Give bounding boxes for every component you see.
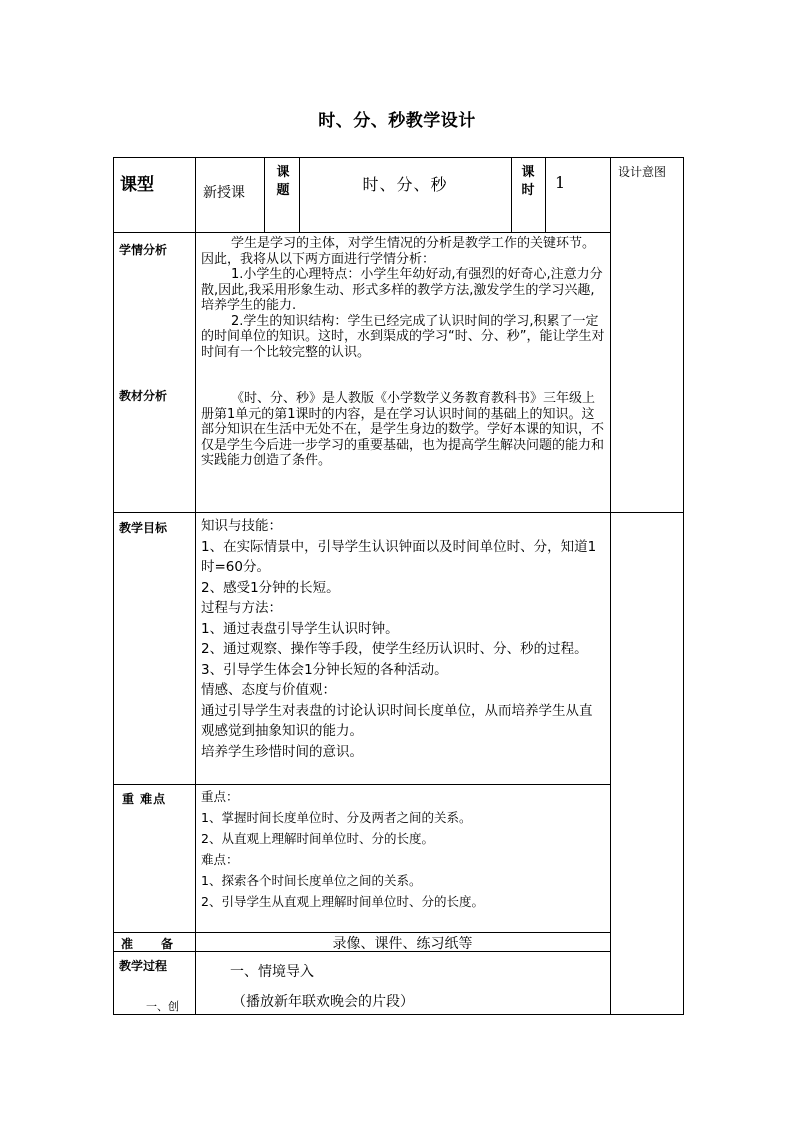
objectives-label: 教学目标 bbox=[119, 521, 168, 535]
process-sub-label: 一、创 bbox=[146, 1000, 179, 1013]
topic-label: 课题 bbox=[276, 165, 290, 198]
topic-value: 时、分、秒 bbox=[362, 175, 448, 194]
student-analysis-text: 学生是学习的主体，对学生情况的分析是教学工作的关键环节。因此，我将从以下两方面进行学情分析： 1.小学生的心理特点：小学生年幼好动,有强烈的好奇心,注意力分散,因此,我采用形象生动、形式多样的教学方法,激发学生的学习兴趣,培养学生的能力. 2.学生的知识结构：学生已经完成了认识时间的学习,积累了一定的时间单位的知识。这时，水到渠成的学习“时、分、秒”，能让学生对时间有一个比较完整的认识。 bbox=[201, 236, 605, 360]
preparation-value: 录像、课件、练习纸等 bbox=[332, 936, 473, 952]
document-title: 时、分、秒教学设计 bbox=[318, 111, 476, 131]
process-label: 教学过程 bbox=[119, 959, 168, 973]
preparation-label-left: 准 bbox=[121, 937, 134, 951]
process-note: （播放新年联欢晚会的片段） bbox=[232, 994, 414, 1010]
process-heading: 一、情境导入 bbox=[230, 964, 314, 980]
design-intent-label: 设计意图 bbox=[618, 165, 667, 179]
class-hours-label: 课时 bbox=[521, 165, 535, 198]
class-hours-value: 1 bbox=[555, 173, 566, 192]
material-analysis-text: 《时、分、秒》是人教版《小学数学义务教育教科书》三年级上册第1单元的第1课时的内容，是在学习认识时间的基础上的知识。这部分知识在生活中无处不在，是学生身边的数学。学好本课的知识，不仅是学生今后进一步学习的重要基础，也为提高学生解决问题的能力和实践能力创造了条件。 bbox=[201, 391, 605, 468]
student-analysis-label: 学情分析 bbox=[119, 243, 168, 257]
key-points-label: 重 难点 bbox=[122, 792, 167, 806]
key-points-text: 重点： 1、掌握时间长度单位时、分及两者之间的关系。 2、从直观上理解时间单位时、分的长度。 难点： 1、探索各个时间长度单位之间的关系。 2、引导学生从直观上理解时间单位时、分的长度。 bbox=[201, 789, 484, 909]
material-analysis-label: 教材分析 bbox=[119, 389, 168, 403]
lesson-type-value: 新授课 bbox=[203, 185, 245, 201]
preparation-label-right: 备 bbox=[161, 937, 174, 951]
objectives-text: 知识与技能： 1、在实际情景中，引导学生认识钟面以及时间单位时、分，知道1时=60分。 2、感受1分钟的长短。 过程与方法： 1、通过表盘引导学生认识时钟。 2、通过观察、操作等手段，使学生经历认识时、分、秒的过程。 3、引导学生体会1分钟长短的各种活动。 情感、态度与价值观： 通过引导学生对表盘的讨论认识时间长度单位，从而培养学生从直观感觉到抽象知识的能力。 培养学生珍惜时间的意识。 bbox=[201, 518, 597, 760]
lesson-type-label: 课型 bbox=[120, 175, 154, 195]
